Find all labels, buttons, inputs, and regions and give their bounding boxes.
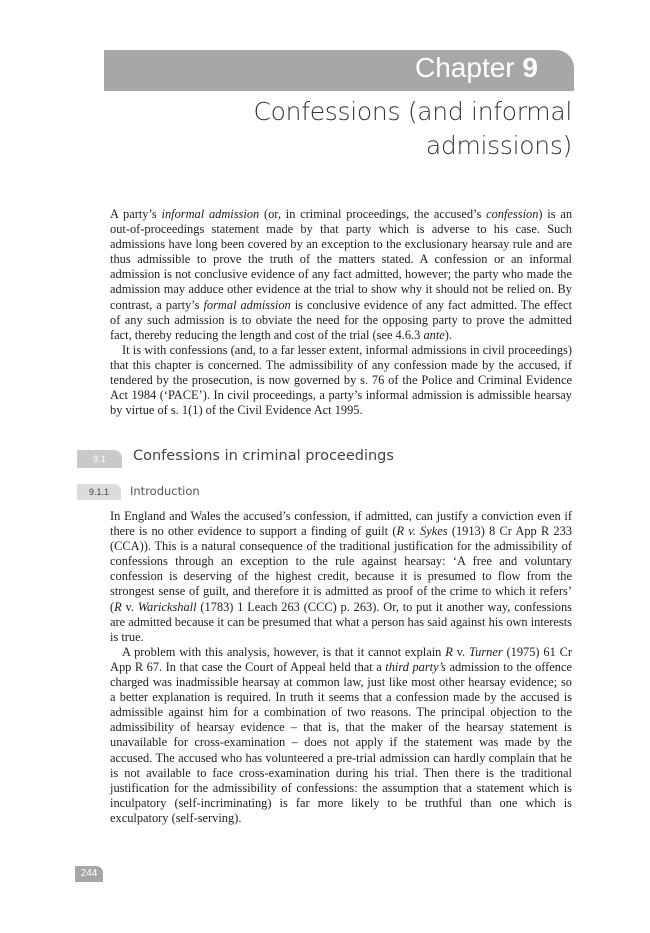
text-run: v. xyxy=(121,599,138,614)
italic-text: R v. Sykes xyxy=(396,524,448,539)
italic-text: R xyxy=(445,644,453,659)
text-run: is conclusive evidence of any fact admitted. The effect of any such admission is to obviate the need for the opposing party to prove the admitted fact, thereby reducing the length and cost of the trial (see 4.6.3 xyxy=(110,297,573,342)
italic-text: third party’s xyxy=(385,659,446,674)
body-paragraph-2 xyxy=(110,645,572,826)
italic-text: ante xyxy=(423,327,445,342)
chapter-number: 9 xyxy=(522,52,538,83)
text-run: It is with confessions (and, to a far lesser extent, informal admissions in civil proceedings) that this chapter is concerned. The admissibility of any confession made by the accused, if tendered by the prosecution, is now governed by s. 76 of the Police and Criminal Evidence Act 1984 (‘PACE’). In civil proceedings, a party’s informal admission is admissible hearsay by virtue of s. 1(1) of the Civil Evidence Act 1995. xyxy=(110,342,572,418)
page-number: 244 xyxy=(75,866,103,882)
text-run: v. xyxy=(452,644,469,659)
text-run: A party’s xyxy=(110,207,162,221)
text-run: (or, in criminal proceedings, the accused’s xyxy=(259,207,487,221)
text-run: (1913) 8 Cr App R 233 (CCA)). This is a natural consequence of the traditional justification for the admissibility of confessions through an exception to the rule against hearsay: ‘A free and voluntary confession is deserving of the highest credit, because it is presumed to flow from the strongest sense of guilt, and therefore it is admitted as proof of the crime to which it refers’ ( xyxy=(110,524,573,614)
italic-text: Turner xyxy=(468,644,503,659)
italic-text: Warickshall xyxy=(137,599,197,614)
text-run: (1975) 61 Cr App R 67. In that case the Court of Appeal held that a xyxy=(110,644,573,674)
intro-text xyxy=(110,207,572,418)
italic-text: informal admission xyxy=(161,207,260,221)
text-run: admission to the offence charged was inadmissible hearsay at common law, just like most other hearsay evidence; so a better explanation is required. In truth it seems that a confession made by the accused is admissible against him for a combination of two reasons. The principal objection to the admissibility of hearsay evidence – that is, that the maker of the hearsay statement is unavailable for cross-examination – does not apply if the statement was made by the accused. The accused who has volunteered a pre-trial admission can hardly complain that he is not available to face cross-examination during his trial. Then there is the traditional justification for the admissibility of confessions: the assumption that a statement which is inculpatory (self-incriminating) is far more likely to be truthful than one which is exculpatory (self-serving). xyxy=(110,659,572,825)
chapter-word: Chapter xyxy=(415,52,515,83)
chapter-title: Confessions (and informal admissions) xyxy=(253,97,572,160)
italic-text: confession xyxy=(486,207,539,221)
text-run: ). xyxy=(444,327,453,342)
italic-text: formal admission xyxy=(203,297,291,312)
italic-text: R xyxy=(114,599,122,614)
section-body-text xyxy=(110,509,572,826)
text-run: (1783) 1 Leach 263 (CCC) p. 263). Or, to put it another way, confessions are admitted because it can be presumed that what a person has said against his own interests is true. xyxy=(110,599,573,644)
intro-paragraph-2 xyxy=(110,343,572,418)
text-run: A problem with this analysis, however, is that it cannot explain xyxy=(122,644,446,659)
subsection-number: 9.1.1 xyxy=(77,484,121,500)
subsection-title: Introduction xyxy=(130,484,200,498)
text-run: ) is an out-of-proceedings statement made by that party which is adverse to his case. Such admissions have long been covered by an exception to the exclusionary hearsay rule and are thus admissible to prove the truth of the matters stated. A confession or an informal admission is not conclusive evidence of any fact admitted, however; the party who made the admission may adduce other evidence at the trial to show why it should not be relied on. By contrast, a party’s xyxy=(110,207,573,312)
section-number: 9.1 xyxy=(77,450,122,468)
text-run: In England and Wales the accused’s confession, if admitted, can justify a conviction even if there is no other evidence to support a finding of guilt ( xyxy=(110,509,572,539)
chapter-label xyxy=(415,52,538,84)
body-paragraph-1 xyxy=(110,509,572,645)
chapter-banner xyxy=(104,50,574,91)
intro-paragraph-1 xyxy=(110,207,572,343)
section-title: Confessions in criminal proceedings xyxy=(133,448,394,464)
